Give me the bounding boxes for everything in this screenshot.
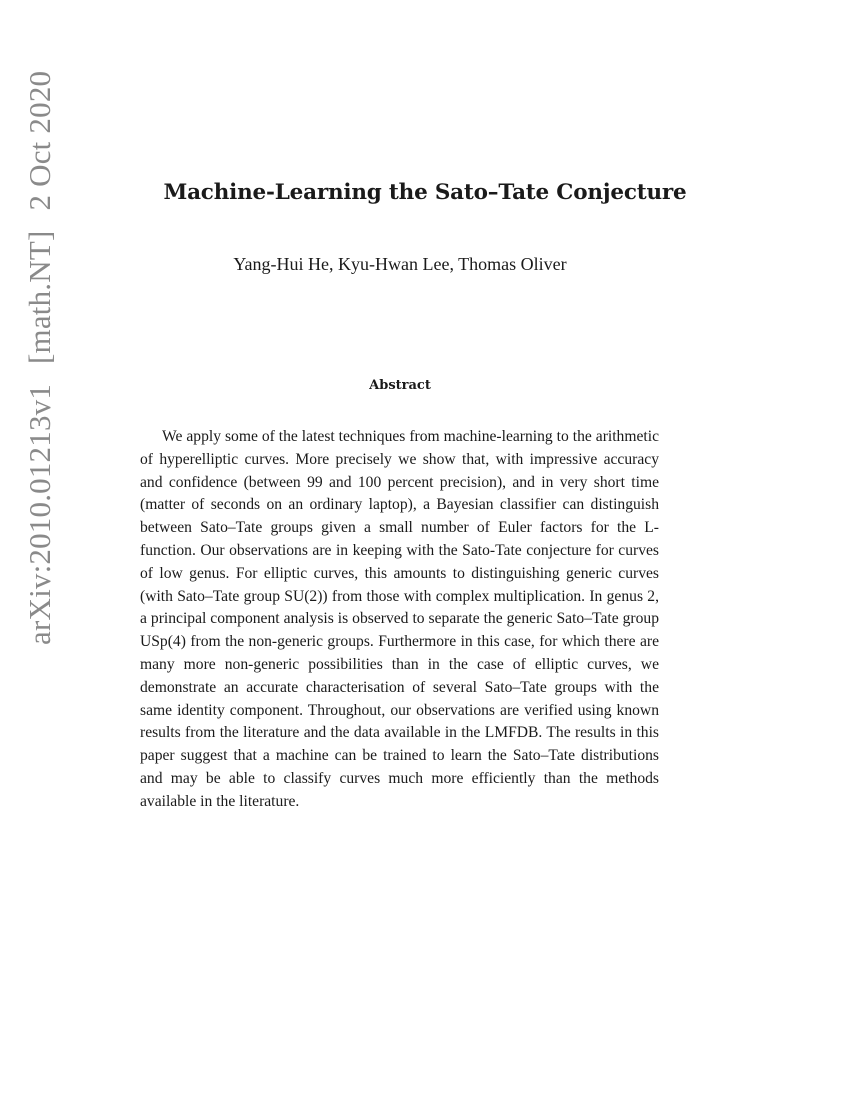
arxiv-date: 2 Oct 2020 [22,70,57,211]
arxiv-category: [math.NT] [22,230,57,364]
paper-title: Machine-Learning the Sato–Tate Conjecture [163,180,687,205]
paper-authors: Yang-Hui He, Kyu-Hwan Lee, Thomas Oliver [233,254,567,274]
abstract-heading: Abstract [369,378,431,393]
arxiv-stamp [22,59,58,645]
arxiv-id: arXiv:2010.01213v1 [22,383,57,645]
abstract-body: We apply some of the latest techniques from machine-learning to the arithmetic of hyperelliptic curves. More precisely we show that, with impressive accuracy and confidence (between 99 and 100 percent precision), and in very short time (matter of seconds on an ordinary laptop), a Bayesian classifier can distinguish between Sato–Tate groups given a small number of Euler factors for the L-function. Our observations are in keeping with the Sato-Tate conjecture for curves of low genus. For elliptic curves, this amounts to distinguishing generic curves (with Sato–Tate group SU(2)) from those with complex multiplication. In genus 2, a principal component analysis is observed to separate the generic Sato–Tate group USp(4) from the non-generic groups. Furthermore in this case, for which there are many more non-generic possibilities than in the case of elliptic curves, we demonstrate an accurate characterisation of several Sato–Tate groups with the same identity component. Throughout, our observations are verified using known results from the literature and the data available in the LMFDB. The results in this paper suggest that a machine can be trained to learn the Sato–Tate distributions and may be able to classify curves much more efficiently than the methods available in the literature. [140,428,659,810]
